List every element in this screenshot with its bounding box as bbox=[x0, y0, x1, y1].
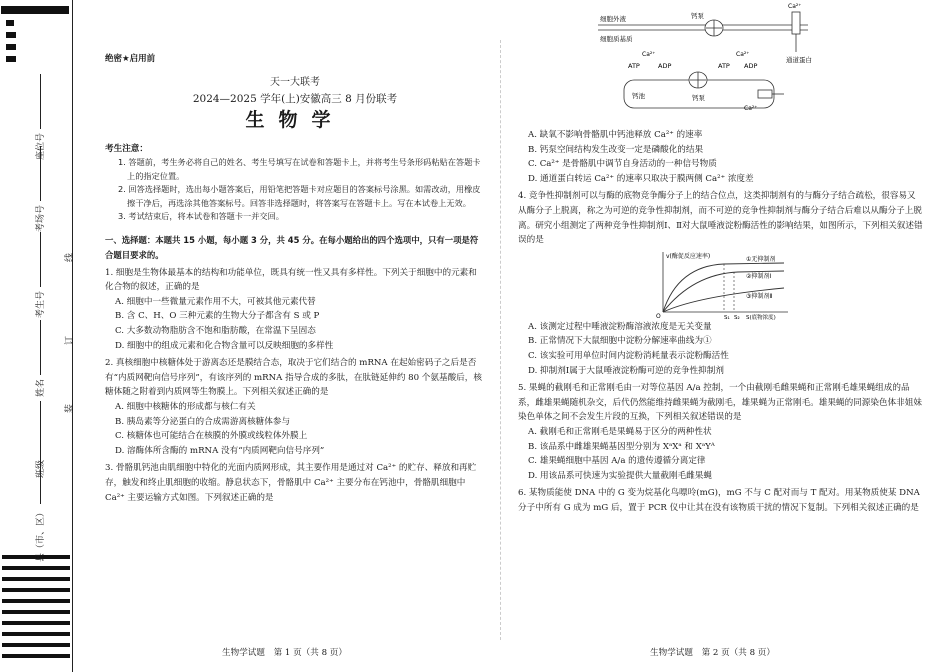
chart-s2: S₂ bbox=[734, 314, 740, 320]
question-3-option-a[interactable]: A. 缺氧不影响骨骼肌中钙池释放 Ca²⁺ 的速率 bbox=[528, 130, 703, 140]
legend-curve-1: ①无抑制剂 bbox=[746, 255, 776, 263]
label-pump-top: 钙泵 bbox=[691, 12, 704, 20]
label-outer: 细胞外液 bbox=[600, 15, 626, 23]
registration-mark bbox=[6, 44, 16, 50]
column-divider bbox=[500, 40, 501, 640]
label-membrane: 细胞质基质 bbox=[600, 35, 633, 43]
question-2-option-d[interactable]: D. 溶酶体所含酶的 mRNA 没有“内质网靶向信号序列” bbox=[115, 445, 325, 456]
barcode-stripe bbox=[2, 610, 70, 614]
question-2-option-b[interactable]: B. 胰岛素等分泌蛋白的合成需游离核糖体参与 bbox=[115, 416, 291, 427]
question-2-stem: 2. 真核细胞中核糖体处于游离态还是膜结合态，取决于它们结合的 mRNA 在起始密码子之后是否有“内质网靶向信号序列”，有该序列的 mRNA 指导合成的多肽，在肽链延伸约 80 个氨基酸后，核糖体随之附着到内质网等生物膜上。下列相关叙述正确的是 bbox=[105, 358, 482, 398]
registration-mark bbox=[1, 6, 69, 14]
question-4-stem: 4. 竞争性抑制剂可以与酶的底物竞争酶分子上的结合位点，这类抑制剂有的与酶分子结合疏松，很容易又从酶分子上脱离，称之为可逆的竞争性抑制剂，而不可逆的竞争性抑制剂与酶分子结合后难以从酶分子上脱离。研究小组测定了两种竞争性抑制剂Ⅰ、Ⅱ对大鼠唾液淀粉酶活性的影响结果，如图所示，下列相关叙述错误的是 bbox=[518, 191, 923, 246]
label-ca-top: Ca²⁺ bbox=[788, 3, 802, 10]
curve-3 bbox=[663, 288, 784, 312]
exam-org: 天一大联考 bbox=[270, 77, 320, 88]
curve-1 bbox=[663, 263, 784, 312]
label-adp-1: ADP bbox=[658, 62, 672, 70]
question-4-option-b[interactable]: B. 正常情况下大鼠细胞中淀粉分解速率曲线为① bbox=[528, 336, 712, 347]
barcode-stripe bbox=[2, 599, 70, 603]
barcode-stripe bbox=[2, 588, 70, 592]
label-ca-1: Ca²⁺ bbox=[642, 51, 656, 58]
notice-title: 考生注意： bbox=[105, 143, 148, 154]
question-5-option-c[interactable]: C. 雄果蝇细胞中基因 A/a 的遗传遵循分离定律 bbox=[528, 456, 706, 467]
question-1-stem: 1. 细胞是生物体最基本的结构和功能单位，既具有统一性又具有多样性。下列关于细胞中的元素和化合物的叙述，正确的是 bbox=[105, 267, 477, 293]
question-1-option-b[interactable]: B. 含 C、H、O 三种元素的生物大分子都含有 S 或 P bbox=[115, 311, 320, 322]
barcode-stripe bbox=[2, 621, 70, 625]
question-4-option-c[interactable]: C. 该实验可用单位时间内淀粉消耗量表示淀粉酶活性 bbox=[528, 350, 729, 361]
secret-label: 绝密★启用前 bbox=[105, 54, 156, 64]
barcode-stripe bbox=[2, 654, 70, 658]
channel-top-icon bbox=[792, 12, 800, 34]
legend-curve-2: ②抑制剂Ⅰ bbox=[746, 272, 772, 280]
question-5-option-b[interactable]: B. 该品系中雌雄果蝇基因型分别为 XᵃXᵃ 和 XᵃYᴬ bbox=[528, 441, 715, 452]
label-atp-1: ATP bbox=[628, 62, 640, 70]
question-1-option-c[interactable]: C. 大多数动物脂肪含不饱和脂肪酸，在常温下呈固态 bbox=[115, 325, 316, 336]
chart-y-label: v(酶促反应速率) bbox=[666, 252, 711, 260]
question-1-option-a[interactable]: A. 细胞中一些微量元素作用不大，可被其他元素代替 bbox=[115, 296, 316, 307]
binding-char-line: 线 bbox=[65, 252, 75, 262]
question-5-option-a[interactable]: A. 截刚毛和正常刚毛是果蝇易于区分的两种性状 bbox=[528, 426, 712, 437]
section-heading: 一、选择题：本题共 15 小题，每小题 3 分，共 45 分。在每小题给出的四个选项中，只有一项是符合题目要求的。 bbox=[105, 235, 479, 260]
label-channel: 通道蛋白 bbox=[786, 56, 812, 64]
label-pump-pool: 钙泵 bbox=[692, 94, 705, 102]
label-atp-2: ATP bbox=[718, 62, 730, 70]
question-4-option-d[interactable]: D. 抑制剂Ⅰ属于大鼠唾液淀粉酶可逆的竞争性抑制剂 bbox=[528, 365, 724, 376]
registration-mark bbox=[6, 56, 16, 62]
calcium-transport-diagram bbox=[518, 0, 923, 128]
question-3-stem: 3. 骨骼肌钙池由肌细胞中特化的光面内质网形成，其主要作用是通过对 Ca²⁺ 的贮存、释放和再贮存，触发和终止肌细胞的收缩。静息状态下，骨骼肌中 Ca²⁺ 主要分布在钙池中，骨骼肌细胞中 Ca²⁺ 主要运输方式如图。下列叙述正确的是 bbox=[105, 463, 477, 503]
footer-page-1: 生物学试题 第 1 页（共 8 页） bbox=[222, 648, 347, 658]
binding-strip bbox=[0, 0, 100, 672]
question-2-option-a[interactable]: A. 细胞中核糖体的形成都与核仁有关 bbox=[115, 401, 256, 412]
question-2-option-c[interactable]: C. 核糖体也可能结合在核膜的外膜或线粒体外膜上 bbox=[115, 431, 308, 442]
exam-name: 2024—2025 学年(上)安徽高三 8 月份联考 bbox=[192, 92, 398, 105]
notice-item: 1. 答题前，考生务必将自己的姓名、考生号填写在试卷和答题卡上，并将考生号条形码粘贴在答题卡上的指定位置。 bbox=[118, 157, 481, 181]
notice-item: 3. 考试结束后，将本试卷和答题卡一并交回。 bbox=[118, 211, 284, 221]
question-5-stem: 5. 果蝇的截刚毛和正常刚毛由一对等位基因 A/a 控制，一个由截刚毛雌果蝇和正常刚毛雄果蝇组成的品系，雌雄果蝇随机杂交，后代仍然能维持雌果蝇为截刚毛，雄果蝇为正常刚毛。雄果蝇的同源染色体非姐妹染色单体之间不会发生片段的互换，下列相关叙述错误的是 bbox=[518, 383, 922, 423]
question-4-option-a[interactable]: A. 该测定过程中唾液淀粉酶溶液浓度是无关变量 bbox=[528, 321, 712, 332]
binding-char-order: 订 bbox=[65, 335, 75, 345]
label-pool: 钙池 bbox=[632, 92, 645, 100]
question-6-stem: 6. 某物质能使 DNA 中的 G 变为烷基化鸟嘌呤(mG)，mG 不与 C 配对而与 T 配对。用某物质使某 DNA 分子中所有 G 成为 mG 后，置于 PCR 仪中让其在没有该物质干扰的情况下复制。下列相关叙述正确的是 bbox=[518, 488, 920, 513]
right-column bbox=[518, 0, 923, 515]
chart-origin: O bbox=[656, 312, 661, 320]
candidate-number-field[interactable]: 考生号 bbox=[33, 232, 46, 318]
chart-s1: S₁ bbox=[724, 314, 730, 320]
class-field[interactable]: 班级 bbox=[33, 401, 46, 478]
question-5-option-d[interactable]: D. 用该品系可快速为实验提供大量截刚毛雌果蝇 bbox=[528, 470, 712, 481]
seat-field[interactable]: 座位号 bbox=[33, 74, 46, 160]
barcode-stripe bbox=[2, 643, 70, 647]
label-ca-3: Ca²⁺ bbox=[744, 105, 758, 112]
channel-pool-icon bbox=[758, 90, 772, 98]
label-adp-2: ADP bbox=[744, 62, 758, 70]
subject-title: 生物学 bbox=[245, 109, 345, 132]
enzyme-rate-chart bbox=[518, 248, 923, 320]
question-1-option-d[interactable]: D. 细胞中的组成元素和化合物含量可以反映细胞的多样性 bbox=[115, 340, 334, 351]
registration-mark bbox=[6, 20, 14, 26]
binding-char-pack: 装 bbox=[65, 403, 75, 413]
notice-item: 2. 回答选择题时，选出每小题答案后，用铅笔把答题卡对应题目的答案标号涂黑。如需改动，用橡皮擦干净后，再选涂其他答案标号。回答非选择题时，将答案写在答题卡上。写在本试卷上无效。 bbox=[118, 184, 481, 208]
exam-room-field[interactable]: 考场号 bbox=[33, 146, 46, 232]
name-field[interactable]: 姓名 bbox=[33, 320, 46, 397]
barcode-stripe bbox=[2, 566, 70, 570]
question-3-option-d[interactable]: D. 通道蛋白转运 Ca²⁺ 的速率只取决于膜两侧 Ca²⁺ 浓度差 bbox=[528, 173, 754, 184]
question-3-option-c[interactable]: C. Ca²⁺ 是骨骼肌中调节自身活动的一种信号物质 bbox=[528, 159, 717, 170]
barcode-stripe bbox=[2, 577, 70, 581]
county-field[interactable]: 县（市、区） bbox=[33, 449, 46, 562]
chart-x-label: S(底物浓度) bbox=[746, 314, 776, 320]
barcode-stripe bbox=[2, 632, 70, 636]
footer-page-2: 生物学试题 第 2 页（共 8 页） bbox=[650, 648, 775, 658]
question-3-option-b[interactable]: B. 钙泵空间结构发生改变一定是磷酸化的结果 bbox=[528, 144, 704, 155]
registration-mark bbox=[6, 32, 16, 38]
left-column bbox=[105, 0, 485, 505]
legend-curve-3: ③抑制剂Ⅱ bbox=[746, 292, 773, 300]
label-ca-2: Ca²⁺ bbox=[736, 51, 750, 58]
